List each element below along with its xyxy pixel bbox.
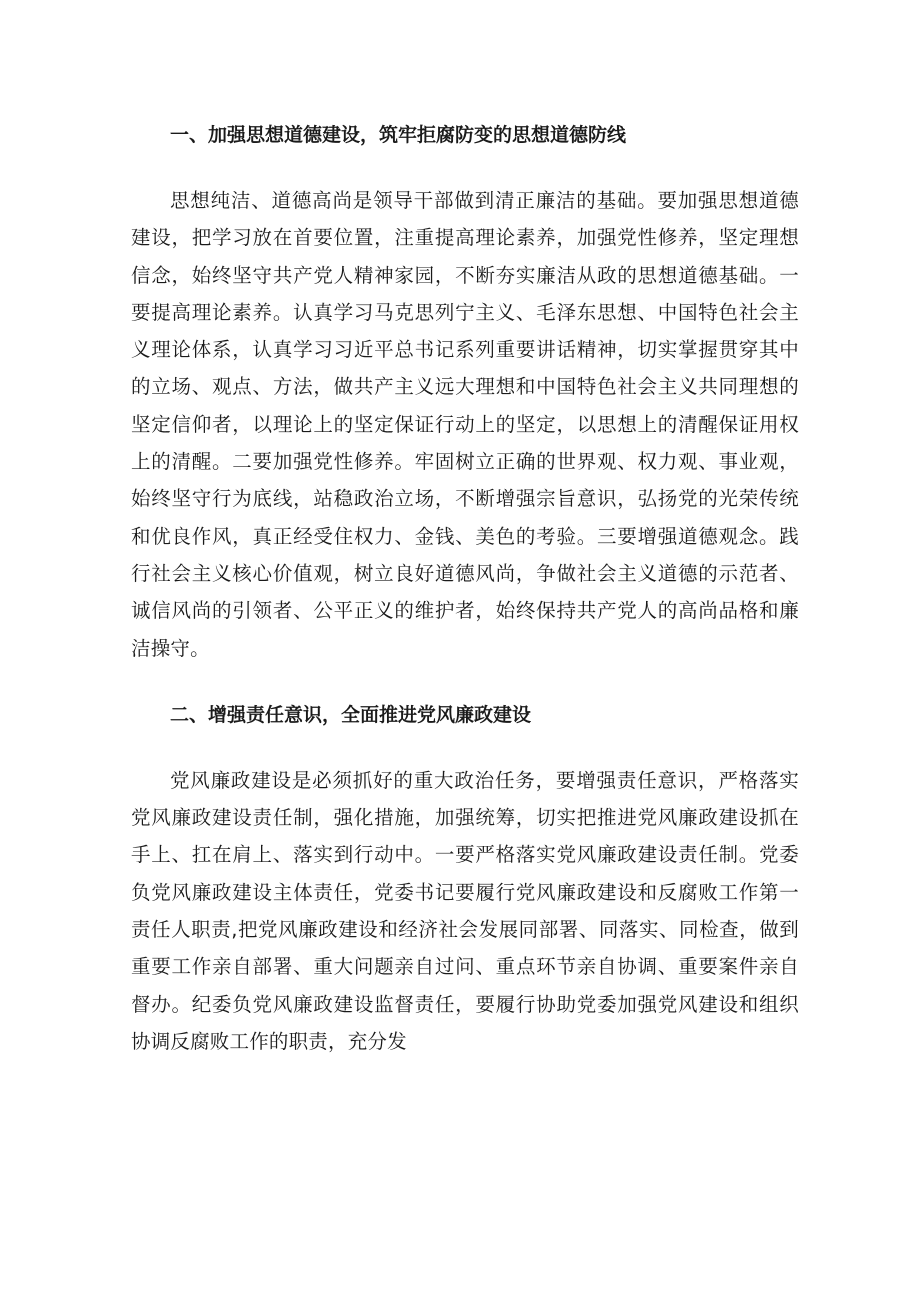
section-1-paragraph: 思想纯洁、道德高尚是领导干部做到清正廉洁的基础。要加强思想道德建设，把学习放在首要位置，注重提高理论素养，加强党性修养，坚定理想信念，始终坚守共产党人精神家园，不断夯实廉洁从政的思想道德基础。一要提高理论素养。认真学习马克思列宁主义、毛泽东思想、中国特色社会主义理论体系，认真学习习近平总书记系列重要讲话精神，切实掌握贯穿其中的立场、观点、方法，做共产主义远大理想和中国特色社会主义共同理想的坚定信仰者，以理论上的坚定保证行动上的坚定，以思想上的清醒保证用权上的清醒。二要加强党性修养。牢固树立正确的世界观、权力观、事业观，始终坚守行为底线，站稳政治立场，不断增强宗旨意识，弘扬党的光荣传统和优良作风，真正经受住权力、金钱、美色的考验。三要增强道德观念。践行社会主义核心价值观，树立良好道德风尚，争做社会主义道德的示范者、诚信风尚的引领者、公平正义的维护者，始终保持共产党人的高尚品格和廉洁操守。 bbox=[131, 189, 799, 660]
section-2-paragraph: 党风廉政建设是必须抓好的重大政治任务，要增强责任意识，严格落实党风廉政建设责任制，强化措施，加强统筹，切实把推进党风廉政建设抓在手上、扛在肩上、落实到行动中。一要严格落实党风廉政建设责任制。党委负党风廉政建设主体责任，党委书记要履行党风廉政建设和反腐败工作第一责任人职责,把党风廉政建设和经济社会发展同部署、同落实、同检查，做到重要工作亲自部署、重大问题亲自过问、重点环节亲自协调、重要案件亲自督办。纪委负党风廉政建设监督责任，要履行协助党委加强党风建设和组织协调反腐败工作的职责，充分发 bbox=[131, 768, 799, 1053]
spacer bbox=[131, 158, 799, 182]
spacer bbox=[131, 738, 799, 762]
section-2-heading: 二、增强责任意识，全面推进党风廉政建设 bbox=[170, 703, 532, 726]
document-body bbox=[131, 112, 799, 1060]
spacer bbox=[131, 667, 799, 692]
section-1-heading: 一、加强思想道德建设，筑牢拒腐防变的思想道德防线 bbox=[170, 124, 627, 146]
